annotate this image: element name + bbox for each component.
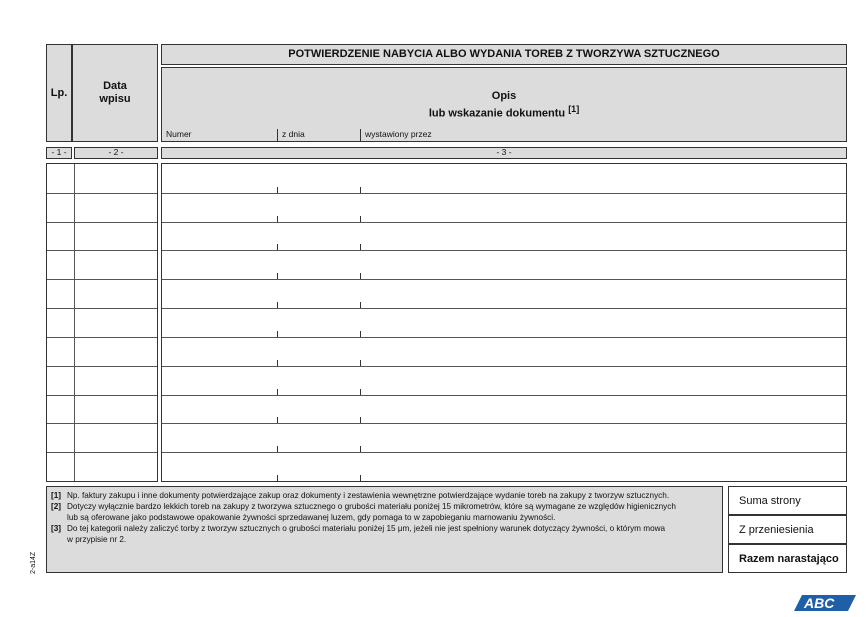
header-date-cell: [72, 44, 158, 142]
row-tick: [360, 475, 361, 481]
header-lp-cell: [46, 44, 72, 142]
row-line: [162, 423, 846, 424]
row-tick: [360, 331, 361, 337]
footnote-1-ref: [1]: [51, 491, 62, 500]
row-tick: [277, 475, 278, 481]
row-tick: [360, 389, 361, 395]
footnotes-box: [46, 486, 723, 573]
row-tick: [360, 273, 361, 279]
sub-numer: Numer: [166, 129, 192, 139]
row-tick: [277, 331, 278, 337]
row-line: [162, 308, 846, 309]
row-tick: [277, 446, 278, 452]
summary-razem-label: Razem narastająco: [739, 552, 839, 565]
abc-logo-text: ABC: [804, 595, 835, 611]
summary-razem: [728, 544, 847, 573]
row-line: [47, 423, 157, 424]
header-opis-cell: [161, 67, 847, 142]
opis-heading: [162, 90, 846, 121]
abc-logo: [790, 594, 860, 612]
row-line: [47, 452, 157, 453]
opis-line2-wrap: [162, 103, 846, 121]
abc-logo-icon: [790, 594, 860, 612]
row-tick: [360, 360, 361, 366]
footnote-3: [51, 523, 718, 545]
row-line: [162, 366, 846, 367]
summary-suma: [728, 486, 847, 515]
side-code: 2-a14Z: [30, 551, 37, 574]
row-tick: [277, 302, 278, 308]
row-tick: [360, 446, 361, 452]
row-tick: [277, 244, 278, 250]
header-date-line2: wpisu: [99, 93, 131, 105]
footnote-3-ref: [3]: [51, 524, 62, 533]
footnote-2-text: Dotyczy wyłącznie bardzo lekkich toreb na zakupy z tworzywa sztucznego o grubości materiału poniżej 15 mikrometrów, które są wymagane ze względów higienicznych: [67, 502, 676, 511]
header-date-line1: Data: [103, 80, 127, 92]
row-tick: [277, 417, 278, 423]
row-line: [162, 395, 846, 396]
row-line: [162, 193, 846, 194]
form-title: POTWIERDZENIE NABYCIA ALBO WYDANIA TOREB Z TWORZYWA SZTUCZNEGO: [288, 48, 720, 60]
row-line: [47, 308, 157, 309]
row-tick: [277, 360, 278, 366]
row-line: [47, 337, 157, 338]
row-line: [47, 279, 157, 280]
summary-przeniesienie-label: Z przeniesienia: [739, 523, 814, 536]
row-tick: [277, 389, 278, 395]
row-line: [47, 222, 157, 223]
row-tick: [360, 187, 361, 193]
summary-przeniesienie: [728, 515, 847, 544]
footnote-2-ref: [2]: [51, 502, 62, 511]
rows-left-block: [46, 163, 158, 482]
row-tick: [360, 216, 361, 222]
row-line: [162, 250, 846, 251]
row-tick: [360, 417, 361, 423]
footnote-3-text2: w przypisie nr 2.: [67, 535, 127, 544]
row-line: [162, 279, 846, 280]
colnum-1: - 1 -: [46, 147, 72, 159]
summary-suma-label: Suma strony: [739, 494, 801, 507]
footnote-1: [51, 490, 718, 501]
rows-right-block: [161, 163, 847, 482]
row-line: [162, 337, 846, 338]
footnote-2: [51, 501, 718, 523]
sub-wystawiony: wystawiony przez: [365, 129, 432, 139]
row-line: [162, 222, 846, 223]
footnote-3-text: Do tej kategorii należy zaliczyć torby z tworzyw sztucznych o grubości materiału poniżej 15 μm, jeżeli nie jest spełniony warunek dotyczący żywności, o którym mowa: [67, 524, 666, 533]
row-line: [47, 395, 157, 396]
footnote-2-text2: lub są oferowane jako podstawowe opakowanie żywności sprzedawanej luzem, gdy pomaga to w zapobieganiu marnowaniu żywności.: [67, 513, 556, 522]
row-tick: [277, 273, 278, 279]
opis-ref: [1]: [568, 104, 580, 114]
row-tick: [360, 244, 361, 250]
row-tick: [277, 216, 278, 222]
lp-date-divider: [74, 164, 75, 481]
opis-line2: lub wskazanie dokumentu: [428, 107, 566, 120]
colnum-3: - 3 -: [161, 147, 847, 159]
row-line: [47, 193, 157, 194]
opis-line1: Opis: [491, 90, 517, 102]
row-tick: [277, 187, 278, 193]
sub-divider-1: [277, 129, 278, 142]
header-title-cell: [161, 44, 847, 65]
row-line: [162, 452, 846, 453]
footnote-1-text: Np. faktury zakupu i inne dokumenty potwierdzające zakup oraz dokumenty i zestawienia wewnętrzne potwierdzające wydanie toreb na zakupy z tworzyw sztucznych.: [67, 491, 670, 500]
sub-divider-2: [360, 129, 361, 142]
row-line: [47, 366, 157, 367]
colnum-2: - 2 -: [74, 147, 158, 159]
row-line: [47, 250, 157, 251]
header-lp: Lp.: [50, 86, 68, 99]
row-tick: [360, 302, 361, 308]
sub-zdnia: z dnia: [282, 129, 305, 139]
